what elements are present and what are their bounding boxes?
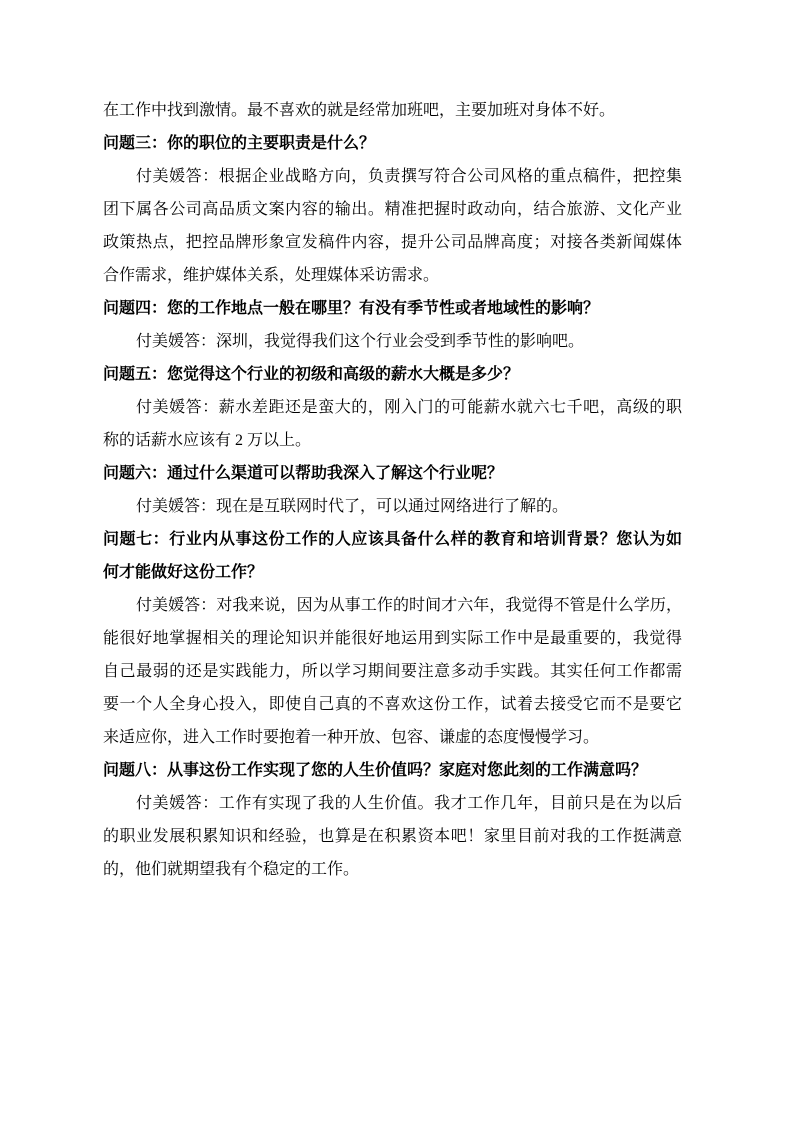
- answer-4-line: 付美媛答：深圳，我觉得我们这个行业会受到季节性的影响吧。: [136, 333, 585, 350]
- question-7-heading: 问题七：行业内从事这份工作的人应该具备什么样的教育和培训背景？您认为如: [103, 531, 682, 548]
- question-5-heading: 问题五：您觉得这个行业的初级和高级的薪水大概是多少？: [103, 366, 520, 383]
- answer-8-line: 的职业发展积累知识和经验，也算是在积累资本吧！家里目前对我的工作挺满意: [103, 828, 682, 845]
- answer-8-line: 的，他们就期望我有个稳定的工作。: [103, 861, 360, 878]
- answer-7-line: 能很好地掌握相关的理论知识并能很好地运用到实际工作中是最重要的，我觉得: [103, 630, 682, 647]
- answer-5-line: 付美媛答：薪水差距还是蛮大的，刚入门的可能薪水就六七千吧，高级的职: [136, 399, 682, 416]
- answer-8-line: 付美媛答：工作有实现了我的人生价值。我才工作几年，目前只是在为以后: [136, 795, 682, 812]
- answer-3-line: 合作需求，维护媒体关系，处理媒体采访需求。: [103, 267, 440, 284]
- answer-3-line: 团下属各公司高品质文案内容的输出。精准把握时政动向，结合旅游、文化产业: [103, 201, 682, 218]
- answer-7-line: 自己最弱的还是实践能力，所以学习期间要注意多动手实践。其实任何工作都需: [103, 663, 682, 680]
- question-4-heading: 问题四：您的工作地点一般在哪里？有没有季节性或者地域性的影响？: [103, 300, 600, 317]
- answer-3-line: 付美媛答：根据企业战略方向，负责撰写符合公司风格的重点稿件，把控集: [136, 168, 682, 185]
- answer-7-line: 来适应你，进入工作时要抱着一种开放、包容、谦虚的态度慢慢学习。: [103, 729, 600, 746]
- document-text-block: [103, 94, 682, 886]
- question-3-heading: 问题三：你的职位的主要职责是什么？: [103, 135, 376, 152]
- question-6-heading: 问题六：通过什么渠道可以帮助我深入了解这个行业呢？: [103, 465, 504, 482]
- question-8-heading: 问题八：从事这份工作实现了您的人生价值吗？家庭对您此刻的工作满意吗？: [103, 762, 648, 779]
- intro-continuation-line: 在工作中找到激情。最不喜欢的就是经常加班吧，主要加班对身体不好。: [103, 102, 616, 119]
- answer-3-line: 政策热点，把控品牌形象宣发稿件内容，提升公司品牌高度；对接各类新闻媒体: [103, 234, 682, 251]
- answer-6-line: 付美媛答：现在是互联网时代了，可以通过网络进行了解的。: [136, 498, 569, 515]
- answer-7-line: 付美媛答：对我来说，因为从事工作的时间才六年，我觉得不管是什么学历，: [136, 597, 682, 614]
- answer-7-line: 要一个人全身心投入，即使自己真的不喜欢这份工作，试着去接受它而不是要它: [103, 696, 682, 713]
- answer-5-line: 称的话薪水应该有 2 万以上。: [103, 432, 312, 449]
- question-7-heading-continuation: 何才能做好这份工作？: [103, 564, 264, 581]
